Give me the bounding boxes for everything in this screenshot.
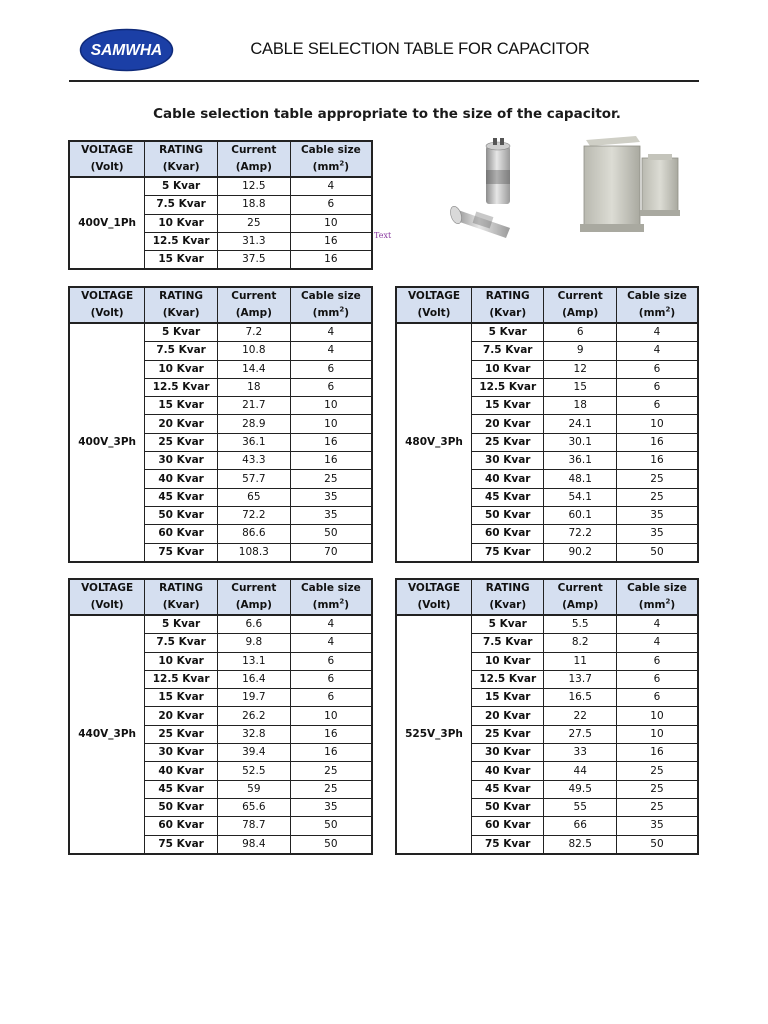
rating-cell: 15 Kvar [145, 689, 218, 707]
header-cable-size-label: Cable size [290, 141, 372, 159]
cable-size-cell: 25 [616, 798, 698, 816]
header-cable-size-label: Cable size [616, 579, 698, 597]
current-cell: 98.4 [217, 835, 290, 854]
cable-size-cell: 35 [616, 506, 698, 524]
header-rating-unit: (Kvar) [145, 305, 218, 323]
cable-size-cell: 4 [616, 634, 698, 652]
unit-superscript: 2 [339, 159, 345, 168]
current-cell: 36.1 [217, 433, 290, 451]
current-cell: 28.9 [217, 415, 290, 433]
voltage-cell: 440V_3Ph [69, 615, 145, 854]
header-cable-size-label: Cable size [290, 579, 372, 597]
header-cable-size-unit [616, 305, 698, 323]
rating-cell: 15 Kvar [145, 251, 218, 270]
header-current-label: Current [217, 141, 290, 159]
box-capacitor-large-image [580, 136, 644, 232]
cable-size-cell: 6 [290, 360, 372, 378]
cable-size-cell: 50 [616, 543, 698, 562]
rating-cell: 7.5 Kvar [145, 342, 218, 360]
rating-cell: 50 Kvar [472, 506, 544, 524]
header-current-label: Current [544, 287, 616, 305]
header-voltage-unit: (Volt) [396, 305, 472, 323]
cable-size-cell: 4 [290, 177, 372, 196]
current-cell: 52.5 [217, 762, 290, 780]
rating-cell: 50 Kvar [145, 798, 218, 816]
header-rating-label: RATING [472, 287, 544, 305]
page-title: CABLE SELECTION TABLE FOR CAPACITOR [250, 40, 590, 58]
current-cell: 30.1 [544, 433, 616, 451]
header-current-unit: (Amp) [217, 305, 290, 323]
rating-cell: 5 Kvar [145, 177, 218, 196]
cable-size-cell: 50 [290, 817, 372, 835]
rating-cell: 25 Kvar [145, 433, 218, 451]
cable-size-cell: 16 [290, 433, 372, 451]
rating-cell: 5 Kvar [472, 615, 544, 634]
current-cell: 31.3 [217, 232, 290, 250]
header-current-unit: (Amp) [217, 159, 290, 177]
rating-cell: 40 Kvar [145, 762, 218, 780]
current-cell: 24.1 [544, 415, 616, 433]
cable-size-cell: 6 [616, 689, 698, 707]
current-cell: 15 [544, 378, 616, 396]
current-cell: 13.1 [217, 652, 290, 670]
cable-size-cell: 25 [616, 762, 698, 780]
rating-cell: 60 Kvar [145, 817, 218, 835]
cable-size-cell: 10 [290, 707, 372, 725]
cable-size-cell: 4 [616, 615, 698, 634]
unit-superscript: 2 [665, 305, 671, 314]
current-cell: 27.5 [544, 725, 616, 743]
cable-size-cell: 25 [616, 780, 698, 798]
unit-text: (mm [638, 599, 666, 611]
current-cell: 44 [544, 762, 616, 780]
current-cell: 55 [544, 798, 616, 816]
rating-cell: 20 Kvar [145, 707, 218, 725]
rating-cell: 50 Kvar [472, 798, 544, 816]
current-cell: 59 [217, 780, 290, 798]
cable-table-400v-3ph [68, 286, 373, 563]
current-cell: 6.6 [217, 615, 290, 634]
rating-cell: 10 Kvar [472, 360, 544, 378]
current-cell: 66 [544, 817, 616, 835]
current-cell: 16.4 [217, 670, 290, 688]
rating-cell: 45 Kvar [145, 488, 218, 506]
cable-size-cell: 25 [290, 762, 372, 780]
rating-cell: 50 Kvar [145, 506, 218, 524]
cable-size-cell: 16 [290, 232, 372, 250]
rating-cell: 40 Kvar [472, 470, 544, 488]
rating-cell: 20 Kvar [472, 707, 544, 725]
header-current-label: Current [217, 579, 290, 597]
cable-size-cell: 50 [290, 525, 372, 543]
rating-cell: 20 Kvar [145, 415, 218, 433]
rating-cell: 12.5 Kvar [472, 378, 544, 396]
rating-cell: 30 Kvar [472, 452, 544, 470]
header-rating-unit: (Kvar) [145, 597, 218, 615]
current-cell: 25 [217, 214, 290, 232]
rating-cell: 10 Kvar [145, 652, 218, 670]
header-cable-size-unit [616, 597, 698, 615]
cable-size-cell: 6 [290, 670, 372, 688]
rating-cell: 25 Kvar [472, 433, 544, 451]
current-cell: 12.5 [217, 177, 290, 196]
cable-size-cell: 10 [616, 415, 698, 433]
unit-text-close: ) [344, 599, 350, 611]
current-cell: 6 [544, 323, 616, 342]
cable-size-cell: 35 [290, 798, 372, 816]
unit-text-close: ) [344, 307, 350, 319]
rating-cell: 7.5 Kvar [472, 342, 544, 360]
rating-cell: 45 Kvar [472, 780, 544, 798]
current-cell: 33 [544, 744, 616, 762]
rating-cell: 15 Kvar [145, 397, 218, 415]
rating-cell: 30 Kvar [145, 744, 218, 762]
cable-size-cell: 4 [290, 615, 372, 634]
voltage-cell: 480V_3Ph [396, 323, 472, 562]
current-cell: 12 [544, 360, 616, 378]
cable-size-cell: 25 [616, 470, 698, 488]
rating-cell: 30 Kvar [472, 744, 544, 762]
header-rating-unit: (Kvar) [472, 597, 544, 615]
cable-size-cell: 6 [616, 378, 698, 396]
header-voltage-label: VOLTAGE [396, 579, 472, 597]
cable-table-400v-1ph [68, 140, 373, 270]
current-cell: 54.1 [544, 488, 616, 506]
header-rating-label: RATING [145, 287, 218, 305]
current-cell: 19.7 [217, 689, 290, 707]
rating-cell: 20 Kvar [472, 415, 544, 433]
rating-cell: 25 Kvar [472, 725, 544, 743]
cable-size-cell: 16 [616, 433, 698, 451]
header-current-unit: (Amp) [544, 305, 616, 323]
current-cell: 90.2 [544, 543, 616, 562]
unit-text-close: ) [670, 599, 676, 611]
current-cell: 11 [544, 652, 616, 670]
rating-cell: 75 Kvar [145, 835, 218, 854]
unit-superscript: 2 [665, 597, 671, 606]
current-cell: 48.1 [544, 470, 616, 488]
current-cell: 39.4 [217, 744, 290, 762]
cable-size-cell: 16 [616, 452, 698, 470]
rating-cell: 15 Kvar [472, 689, 544, 707]
table-row [69, 323, 372, 342]
cable-size-cell: 4 [616, 342, 698, 360]
cable-size-cell: 50 [290, 835, 372, 854]
current-cell: 65 [217, 488, 290, 506]
unit-superscript: 2 [339, 597, 345, 606]
table-row [396, 615, 698, 634]
header-divider [69, 80, 699, 82]
header-voltage-label: VOLTAGE [69, 579, 145, 597]
current-cell: 49.5 [544, 780, 616, 798]
current-cell: 14.4 [217, 360, 290, 378]
header-rating-unit: (Kvar) [472, 305, 544, 323]
current-cell: 10.8 [217, 342, 290, 360]
current-cell: 32.8 [217, 725, 290, 743]
rating-cell: 40 Kvar [145, 470, 218, 488]
rating-cell: 75 Kvar [472, 543, 544, 562]
current-cell: 86.6 [217, 525, 290, 543]
current-cell: 60.1 [544, 506, 616, 524]
current-cell: 21.7 [217, 397, 290, 415]
rating-cell: 60 Kvar [472, 817, 544, 835]
current-cell: 9.8 [217, 634, 290, 652]
header-voltage-label: VOLTAGE [69, 287, 145, 305]
header-cable-size-unit [290, 159, 372, 177]
header-voltage-unit: (Volt) [396, 597, 472, 615]
header-cable-size-label: Cable size [616, 287, 698, 305]
current-cell: 22 [544, 707, 616, 725]
current-cell: 16.5 [544, 689, 616, 707]
table-row [69, 615, 372, 634]
cable-size-cell: 6 [616, 670, 698, 688]
current-cell: 78.7 [217, 817, 290, 835]
rating-cell: 12.5 Kvar [145, 232, 218, 250]
rating-cell: 15 Kvar [472, 397, 544, 415]
rating-cell: 7.5 Kvar [145, 634, 218, 652]
rating-cell: 40 Kvar [472, 762, 544, 780]
cable-size-cell: 6 [290, 652, 372, 670]
header-rating-unit: (Kvar) [145, 159, 218, 177]
cable-size-cell: 16 [290, 452, 372, 470]
unit-text: (mm [312, 307, 340, 319]
cable-size-cell: 35 [616, 525, 698, 543]
cable-size-cell: 25 [290, 780, 372, 798]
lying-capacitor-image [448, 205, 510, 238]
cable-size-cell: 16 [616, 744, 698, 762]
cable-size-cell: 4 [290, 634, 372, 652]
voltage-cell: 400V_1Ph [69, 177, 145, 269]
cable-size-cell: 6 [616, 652, 698, 670]
current-cell: 9 [544, 342, 616, 360]
rating-cell: 45 Kvar [472, 488, 544, 506]
cable-size-cell: 6 [616, 360, 698, 378]
box-capacitor-small-image [640, 154, 680, 216]
cable-size-cell: 10 [290, 397, 372, 415]
header-voltage-unit: (Volt) [69, 159, 145, 177]
header-current-label: Current [544, 579, 616, 597]
cable-size-cell: 10 [290, 214, 372, 232]
rating-cell: 75 Kvar [472, 835, 544, 854]
rating-cell: 7.5 Kvar [472, 634, 544, 652]
current-cell: 37.5 [217, 251, 290, 270]
current-cell: 82.5 [544, 835, 616, 854]
cable-size-cell: 70 [290, 543, 372, 562]
cable-size-cell: 35 [616, 817, 698, 835]
rating-cell: 7.5 Kvar [145, 196, 218, 214]
header-current-label: Current [217, 287, 290, 305]
rating-cell: 25 Kvar [145, 725, 218, 743]
current-cell: 5.5 [544, 615, 616, 634]
cable-size-cell: 10 [290, 415, 372, 433]
rating-cell: 30 Kvar [145, 452, 218, 470]
current-cell: 72.2 [544, 525, 616, 543]
current-cell: 13.7 [544, 670, 616, 688]
table-row [69, 177, 372, 196]
rating-cell: 5 Kvar [472, 323, 544, 342]
cable-size-cell: 25 [290, 470, 372, 488]
samwha-logo [79, 28, 174, 72]
cable-size-cell: 4 [290, 323, 372, 342]
header-current-unit: (Amp) [217, 597, 290, 615]
cable-size-cell: 35 [290, 488, 372, 506]
current-cell: 18 [544, 397, 616, 415]
rating-cell: 10 Kvar [472, 652, 544, 670]
current-cell: 36.1 [544, 452, 616, 470]
voltage-cell: 400V_3Ph [69, 323, 145, 562]
current-cell: 72.2 [217, 506, 290, 524]
current-cell: 43.3 [217, 452, 290, 470]
logo-wordmark: SAMWHA [90, 42, 163, 59]
cable-size-cell: 10 [616, 725, 698, 743]
cable-size-cell: 16 [290, 744, 372, 762]
cable-size-cell: 10 [616, 707, 698, 725]
rating-cell: 12.5 Kvar [145, 670, 218, 688]
header-voltage-unit: (Volt) [69, 597, 145, 615]
current-cell: 7.2 [217, 323, 290, 342]
unit-text: (mm [312, 161, 340, 173]
cable-size-cell: 6 [290, 689, 372, 707]
cable-table-440v-3ph [68, 578, 373, 855]
rating-cell: 5 Kvar [145, 323, 218, 342]
unit-superscript: 2 [339, 305, 345, 314]
rating-cell: 10 Kvar [145, 214, 218, 232]
current-cell: 18.8 [217, 196, 290, 214]
header-voltage-unit: (Volt) [69, 305, 145, 323]
header-voltage-label: VOLTAGE [396, 287, 472, 305]
header-rating-label: RATING [472, 579, 544, 597]
rating-cell: 75 Kvar [145, 543, 218, 562]
cable-size-cell: 4 [290, 342, 372, 360]
cable-table-480v-3ph [395, 286, 699, 563]
unit-text: (mm [638, 307, 666, 319]
rating-cell: 10 Kvar [145, 360, 218, 378]
header-cable-size-label: Cable size [290, 287, 372, 305]
cable-size-cell: 6 [290, 196, 372, 214]
stray-text-label: Text [374, 231, 392, 240]
current-cell: 65.6 [217, 798, 290, 816]
cable-size-cell: 16 [290, 725, 372, 743]
current-cell: 8.2 [544, 634, 616, 652]
unit-text: (mm [312, 599, 340, 611]
rating-cell: 45 Kvar [145, 780, 218, 798]
rating-cell: 12.5 Kvar [145, 378, 218, 396]
rating-cell: 60 Kvar [145, 525, 218, 543]
cable-size-cell: 4 [616, 323, 698, 342]
rating-cell: 5 Kvar [145, 615, 218, 634]
unit-text-close: ) [344, 161, 350, 173]
cable-table-525v-3ph [395, 578, 699, 855]
cable-size-cell: 25 [616, 488, 698, 506]
header-cable-size-unit [290, 597, 372, 615]
cable-size-cell: 6 [290, 378, 372, 396]
capacitor-product-photo [444, 132, 684, 242]
unit-text-close: ) [670, 307, 676, 319]
header-voltage-label: VOLTAGE [69, 141, 145, 159]
header-rating-label: RATING [145, 141, 218, 159]
standing-capacitor-image [486, 138, 510, 204]
voltage-cell: 525V_3Ph [396, 615, 472, 854]
current-cell: 57.7 [217, 470, 290, 488]
cable-size-cell: 35 [290, 506, 372, 524]
header-current-unit: (Amp) [544, 597, 616, 615]
current-cell: 26.2 [217, 707, 290, 725]
current-cell: 18 [217, 378, 290, 396]
current-cell: 108.3 [217, 543, 290, 562]
cable-size-cell: 50 [616, 835, 698, 854]
cable-size-cell: 6 [616, 397, 698, 415]
rating-cell: 12.5 Kvar [472, 670, 544, 688]
header-rating-label: RATING [145, 579, 218, 597]
page-subtitle: Cable selection table appropriate to the size of the capacitor. [153, 106, 621, 122]
table-row [396, 323, 698, 342]
header-cable-size-unit [290, 305, 372, 323]
rating-cell: 60 Kvar [472, 525, 544, 543]
cable-size-cell: 16 [290, 251, 372, 270]
